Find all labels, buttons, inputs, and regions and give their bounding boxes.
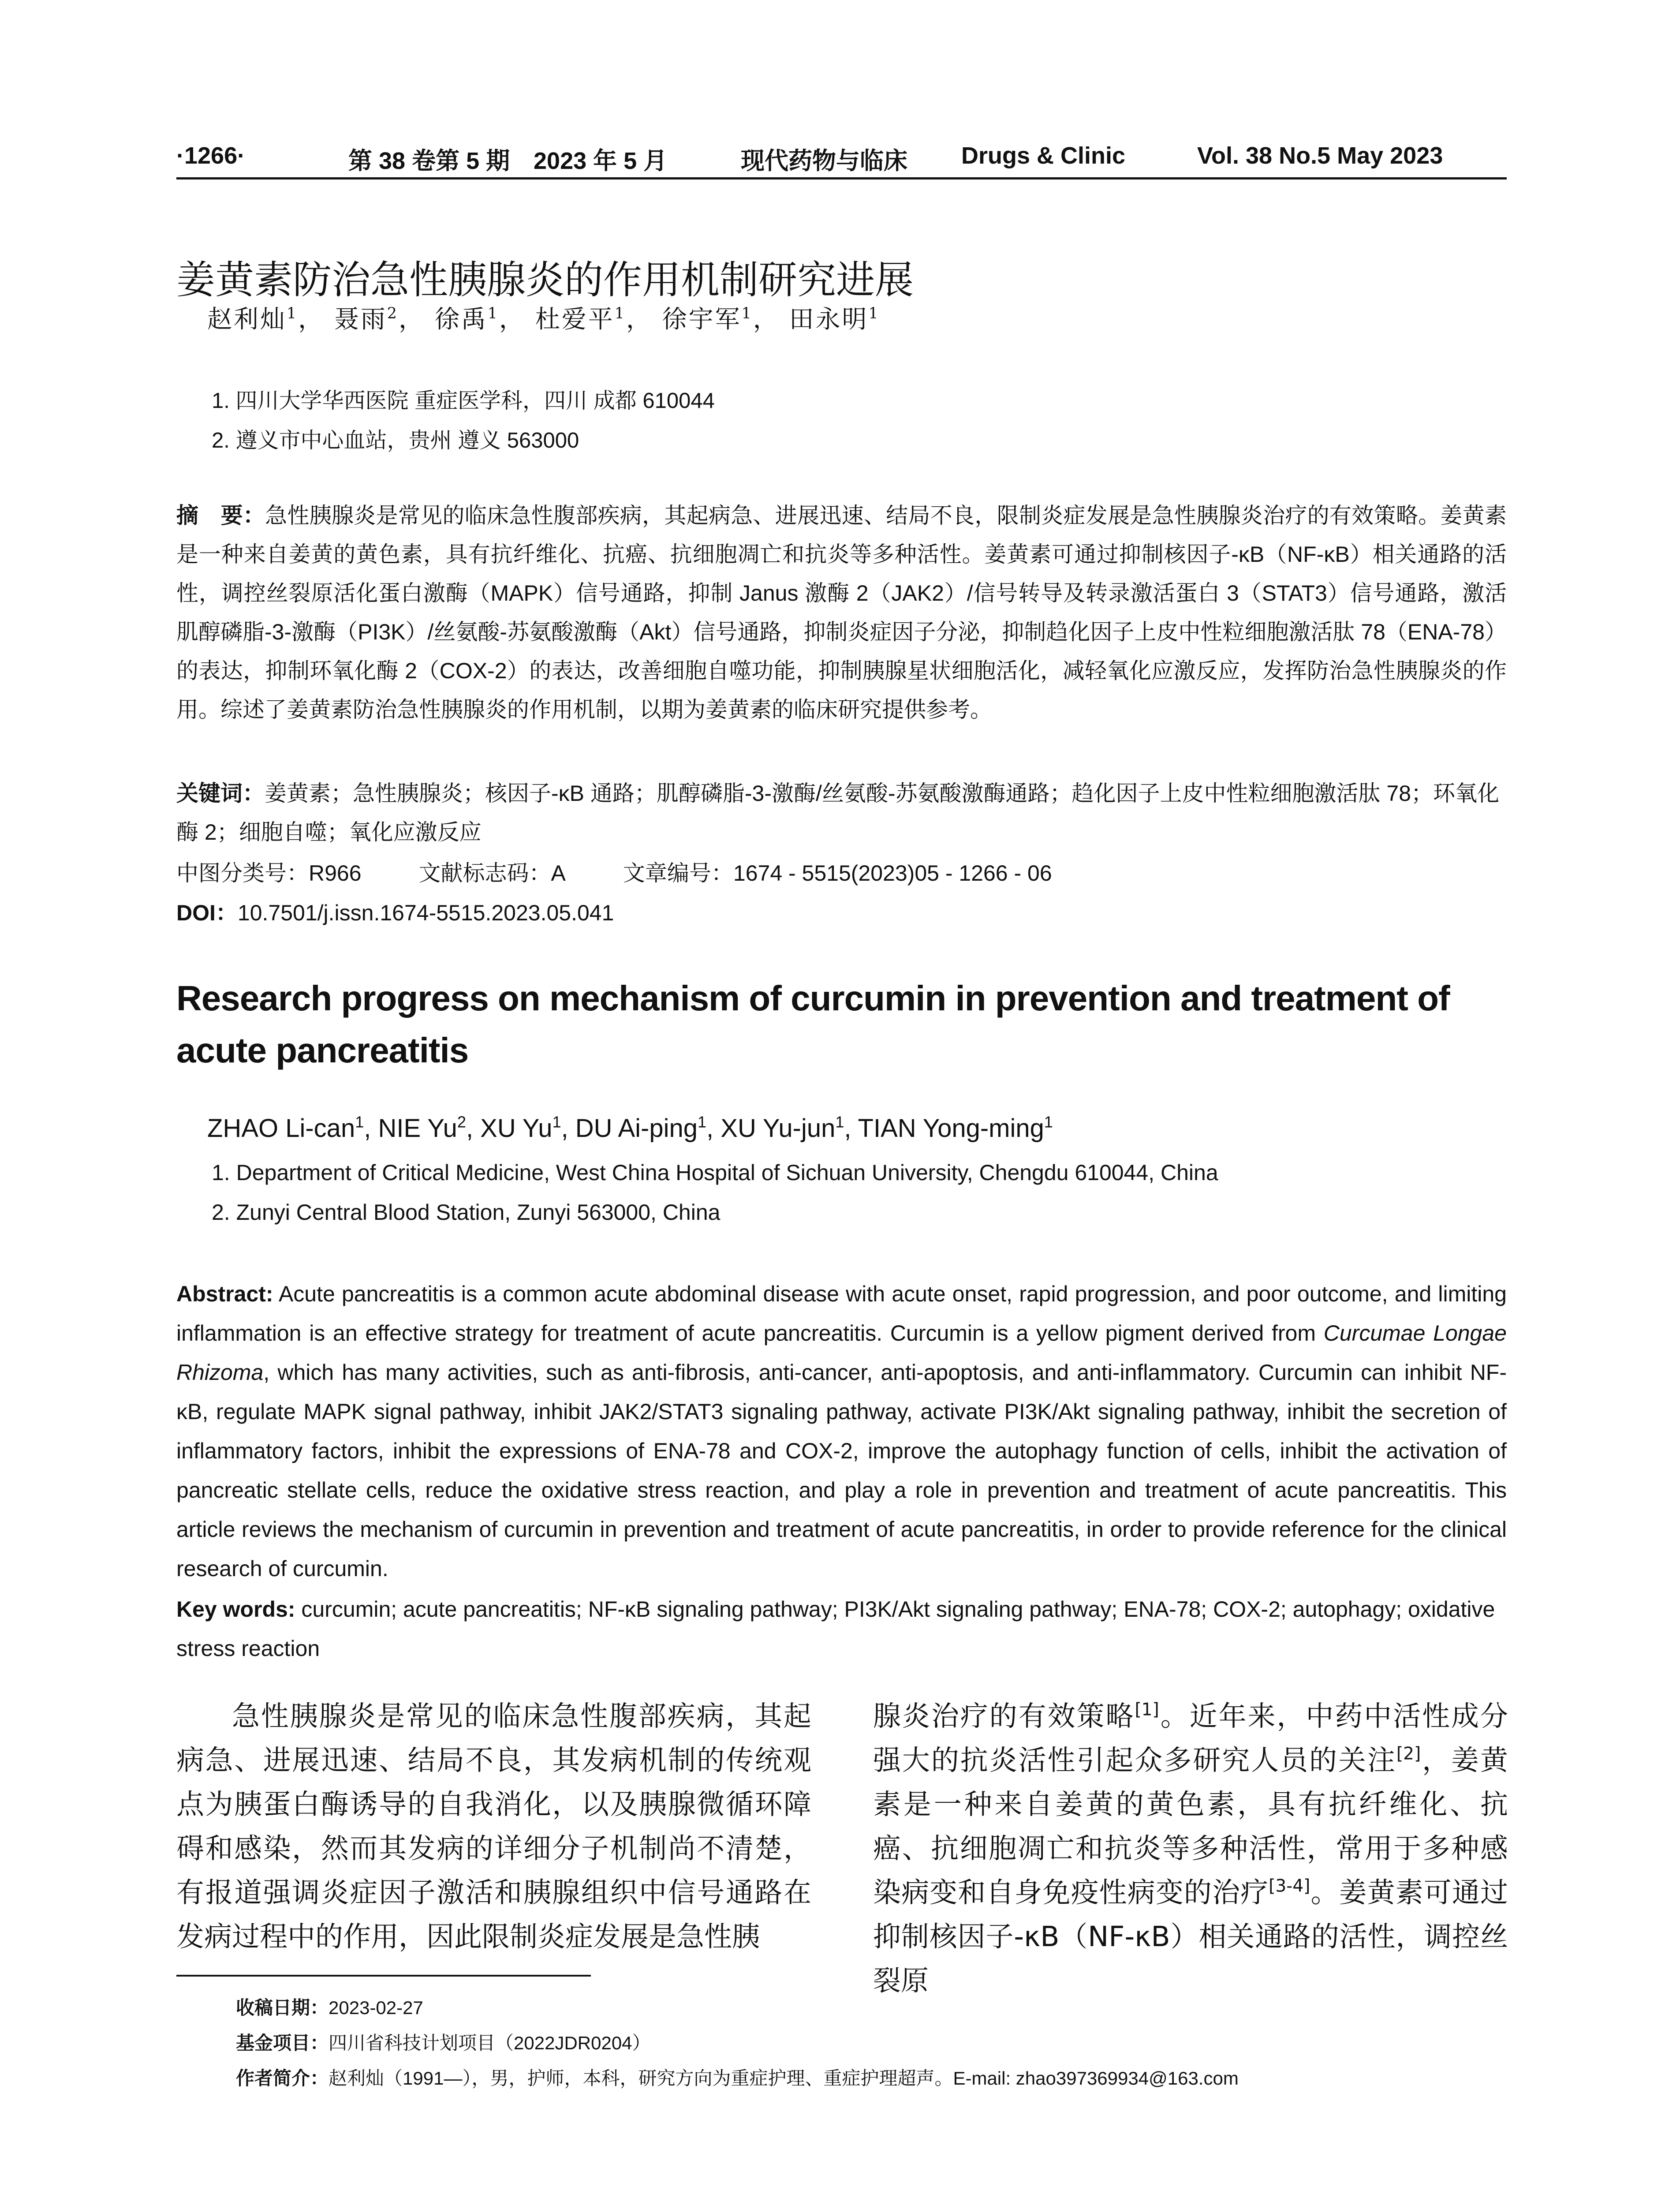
author-cn: 赵利灿 [207, 305, 287, 334]
footnote-fund [236, 2029, 651, 2055]
page-number: ·1266· [176, 142, 246, 169]
abstract-en [176, 1274, 1507, 1588]
author-cn: 杜爱平 [535, 305, 615, 334]
author-cn: 田永明 [789, 305, 869, 334]
author-affil-mark: 1 [698, 1113, 707, 1131]
header-rule [176, 177, 1507, 179]
footnote-label: 收稿日期： [236, 1997, 329, 2018]
author-affil-mark: 2 [387, 305, 399, 323]
author-cn: 徐禹 [434, 305, 488, 334]
abstract-en-text-1: Acute pancreatitis is a common acute abdominal disease with acute onset, rapid progression, and poor outcome, and limiting inflammation is an effective strategy for treatment of acute pancreatitis. Curcumin is a yellow pigment derived from [176, 1282, 1507, 1345]
keywords-en-text: curcumin; acute pancreatitis; NF-κB signaling pathway; PI3K/Akt signaling pathway; ENA-78; COX-2; autophagy; oxidative stress reaction [176, 1597, 1495, 1661]
keywords-en-label: Key words: [176, 1597, 295, 1622]
footnote-rule [176, 1975, 591, 1977]
keywords-cn-label: 关键词： [176, 781, 265, 806]
footnote-label: 作者简介： [236, 2068, 329, 2089]
title-en: Research progress on mechanism of curcumin in prevention and treatment of acute pancreatitis [176, 979, 1450, 1070]
author-cn: 聂雨 [334, 305, 387, 334]
author-en: TIAN Yong-ming [858, 1114, 1044, 1143]
author-en: XU Yu [480, 1114, 553, 1143]
body-column-right [873, 1694, 1508, 2003]
keywords-en [176, 1590, 1507, 1668]
doi-value: 10.7501/j.issn.1674-5515.2023.05.041 [237, 901, 614, 925]
author-en: NIE Yu [378, 1114, 457, 1143]
body-text: 。姜黄素可通过抑制核因子-κB（NF-κB）相关通路的活性，调控丝裂原 [873, 1876, 1508, 1997]
author-affil-mark: 1 [287, 305, 299, 323]
author-en: XU Yu-jun [721, 1114, 836, 1143]
journal-name-en: Drugs & Clinic [961, 142, 1126, 169]
affiliation-cn-2: 2. 遵义市中心血站，贵州 遵义 563000 [212, 429, 579, 452]
author-affil-mark: 1 [487, 305, 499, 323]
title-cn: 姜黄素防治急性胰腺炎的作用机制研究进展 [176, 257, 914, 303]
abstract-en-latin-name: Curcumae Longae Rhizoma [176, 1321, 1507, 1385]
received-date: 2023-02-27 [329, 1997, 423, 2018]
body-text: ，姜黄素是一种来自姜黄的黄色素，具有抗纤维化、抗癌、抗细胞凋亡和抗炎等多种活性，常用于多种感染病变和自身免疫性病变的治疗 [873, 1744, 1508, 1909]
article-number: 文章编号：1674 - 5515(2023)05 - 1266 - 06 [623, 861, 1052, 886]
keywords-cn [176, 774, 1507, 852]
footnote-author [236, 2064, 1239, 2090]
abstract-en-text-2: , which has many activities, such as anti-fibrosis, anti-cancer, anti-apoptosis, and anti-inflammatory. Curcumin can inhibit NF-κB, regulate MAPK signal pathway, inhibit JAK2/STAT3 signaling pathway, activate PI3K/Akt signaling pathway, inhibit the secretion of inflammatory factors, inhibit the expressions of ENA-78 and COX-2, improve the autophagy function of cells, inhibit the activation of pancreatic stellate cells, reduce the oxidative stress reaction, and play a role in prevention and treatment of acute pancreatitis. This article reviews the mechanism of curcumin in prevention and treatment of acute pancreatitis, in order to provide reference for the clinical research of curcumin. [176, 1360, 1507, 1581]
citation-ref: [1] [1135, 1700, 1159, 1720]
footnote-label: 基金项目： [236, 2033, 329, 2053]
classification-line [176, 856, 1507, 887]
author-affil-mark: 1 [355, 1113, 364, 1131]
author-en: ZHAO Li-can [207, 1114, 355, 1143]
affiliation-en-2: 2. Zunyi Central Blood Station, Zunyi 563000, China [212, 1200, 721, 1225]
affiliation-en-1: 1. Department of Critical Medicine, West China Hospital of Sichuan University, Chengdu 610044, China [212, 1160, 1218, 1185]
author-affil-mark: 1 [741, 305, 753, 323]
fund-project: 四川省科技计划项目（2022JDR0204） [329, 2033, 651, 2053]
abstract-cn-label: 摘 要： [176, 503, 265, 528]
doi-label: DOI： [176, 901, 238, 925]
authors-cn: 赵利灿$^1$， 聂雨$^2$， 徐禹$^1$， 杜爱平$^1$， 徐宇军$^1$， 田永明$^1$ [207, 305, 880, 334]
authors-en: ZHAO Li-can$^1$, NIE Yu$^2$, XU Yu$^1$, DU Ai-ping$^1$, XU Yu-jun$^1$, TIAN Yong-ming$^1$ [207, 1113, 1053, 1143]
citation-ref: [3-4] [1269, 1876, 1310, 1896]
keywords-cn-text: 姜黄素；急性胰腺炎；核因子-κB 通路；肌醇磷脂-3-激酶/丝氨酸-苏氨酸激酶通路；趋化因子上皮中性粒细胞激活肽 78；环氧化酶 2；细胞自噬；氧化应激反应 [176, 781, 1500, 845]
body-text: 。近年来，中药中活性成分强大的抗炎活性引起众多研究人员的关注 [873, 1700, 1508, 1776]
doi [176, 895, 614, 927]
clc-number: 中图分类号：R966 [176, 861, 362, 886]
abstract-cn-text: 急性胰腺炎是常见的临床急性腹部疾病，其起病急、进展迅速、结局不良，限制炎症发展是急性胰腺炎治疗的有效策略。姜黄素是一种来自姜黄的黄色素，具有抗纤维化、抗癌、抗细胞凋亡和抗炎等多种活性。姜黄素可通过抑制核因子-κB（NF-κB）相关通路的活性，调控丝裂原活化蛋白激酶（MAPK）信号通路，抑制 Janus 激酶 2（JAK2）/信号转导及转录激活蛋白 3（STAT3）信号通路，激活肌醇磷脂-3-激酶（PI3K）/丝氨酸-苏氨酸激酶（Akt）信号通路，抑制炎症因子分泌，抑制趋化因子上皮中性粒细胞激活肽 78（ENA-78）的表达，抑制环氧化酶 2（COX-2）的表达，改善细胞自噬功能，抑制胰腺星状细胞活化，减轻氧化应激反应，发挥防治急性胰腺炎的作用。综述了姜黄素防治急性胰腺炎的作用机制，以期为姜黄素的临床研究提供参考。 [176, 503, 1507, 722]
author-affil-mark: 1 [868, 305, 880, 323]
author-affil-mark: 2 [457, 1113, 466, 1131]
document-code: 文献标志码：A [418, 861, 566, 886]
affiliation-cn-1: 1. 四川大学华西医院 重症医学科，四川 成都 610044 [212, 389, 715, 413]
date-cn: 2023 年 5 月 [534, 148, 668, 174]
citation-ref: [2] [1396, 1744, 1421, 1764]
journal-name-cn: 现代药物与临床 [741, 146, 907, 175]
author-affil-mark: 1 [552, 1113, 561, 1131]
author-cn: 徐宇军 [662, 305, 742, 334]
issue-cn: 第 38 卷第 5 期 [348, 148, 510, 174]
issue-en: Vol. 38 No.5 May 2023 [1197, 142, 1443, 169]
body-text: 腺炎治疗的有效策略 [873, 1700, 1135, 1732]
author-affil-mark: 1 [1044, 1113, 1053, 1131]
author-affil-mark: 1 [835, 1113, 844, 1131]
abstract-cn [176, 496, 1507, 729]
author-affil-mark: 1 [614, 305, 626, 323]
author-en: DU Ai-ping [575, 1114, 698, 1143]
footnote-received [236, 1993, 423, 2020]
author-bio: 赵利灿（1991—），男，护师，本科，研究方向为重症护理、重症护理超声。E-mail: zhao397369934@163.com [329, 2068, 1239, 2089]
body-column-left: 急性胰腺炎是常见的临床急性腹部疾病，其起病急、进展迅速、结局不良，其发病机制的传统观点为胰蛋白酶诱导的自我消化，以及胰腺微循环障碍和感染，然而其发病的详细分子机制尚不清楚，有报道强调炎症因子激活和胰腺组织中信号通路在发病过程中的作用，因此限制炎症发展是急性胰 [176, 1700, 811, 1953]
abstract-en-label: Abstract: [176, 1282, 273, 1306]
